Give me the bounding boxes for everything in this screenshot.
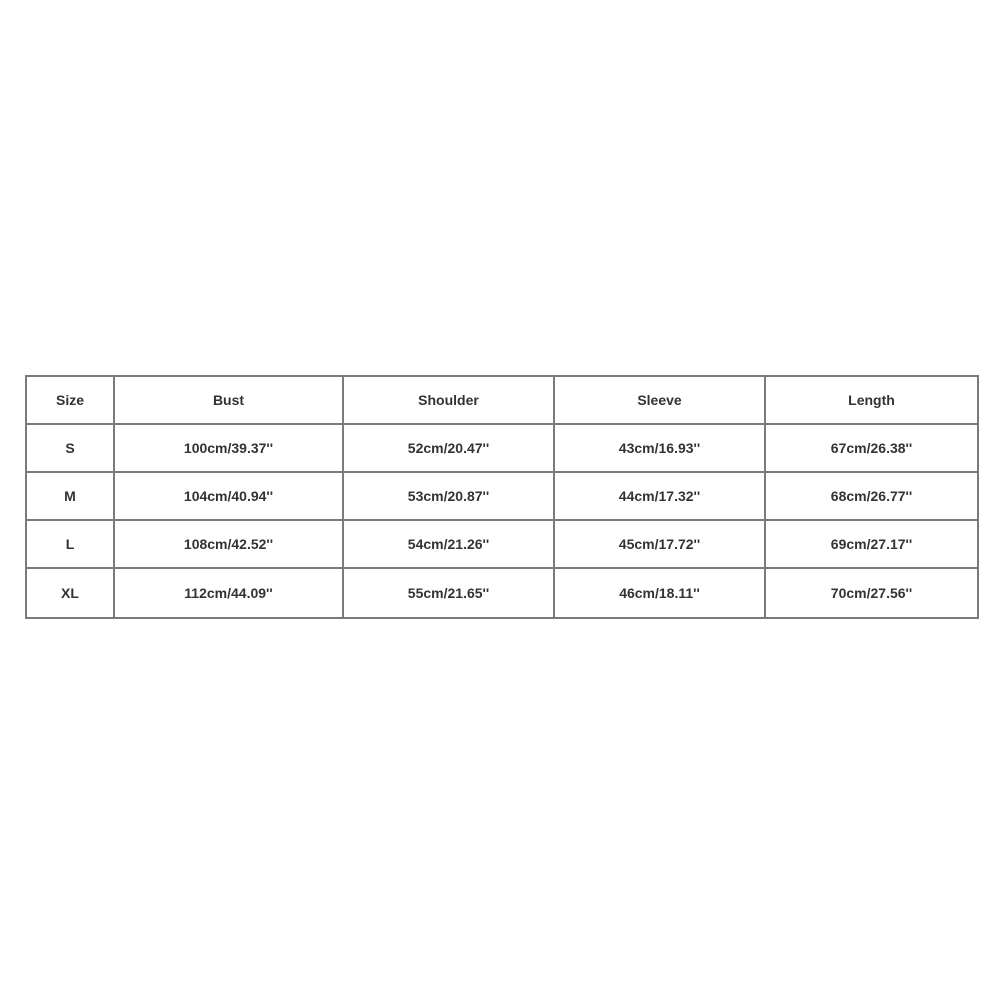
table-row bbox=[27, 425, 977, 473]
cell-size: S bbox=[27, 425, 115, 473]
cell-length: 68cm/26.77'' bbox=[766, 473, 977, 521]
cell-bust: 104cm/40.94'' bbox=[115, 473, 344, 521]
cell-sleeve: 45cm/17.72'' bbox=[555, 521, 766, 569]
cell-sleeve: 46cm/18.11'' bbox=[555, 569, 766, 617]
header-sleeve: Sleeve bbox=[555, 377, 766, 425]
header-size: Size bbox=[27, 377, 115, 425]
cell-size: XL bbox=[27, 569, 115, 617]
cell-length: 70cm/27.56'' bbox=[830, 585, 913, 601]
size-chart-body bbox=[27, 425, 977, 617]
cell-length: 69cm/27.17'' bbox=[766, 521, 977, 569]
size-chart-table bbox=[25, 375, 979, 619]
cell-size: L bbox=[27, 521, 115, 569]
table-row bbox=[27, 473, 977, 521]
header-length: Length bbox=[766, 377, 977, 425]
cell-shoulder: 55cm/21.65'' bbox=[344, 569, 555, 617]
table-row bbox=[27, 521, 977, 569]
cell-bust: 108cm/42.52'' bbox=[115, 521, 344, 569]
size-chart-header bbox=[27, 377, 977, 425]
cell-shoulder: 53cm/20.87'' bbox=[344, 473, 555, 521]
header-shoulder: Shoulder bbox=[344, 377, 555, 425]
cell-bust: 100cm/39.37'' bbox=[115, 425, 344, 473]
cell-length: 67cm/26.38'' bbox=[766, 425, 977, 473]
table-row bbox=[27, 569, 977, 617]
cell-sleeve: 44cm/17.32'' bbox=[555, 473, 766, 521]
cell-sleeve: 43cm/16.93'' bbox=[555, 425, 766, 473]
cell-size: M bbox=[27, 473, 115, 521]
header-row bbox=[27, 377, 977, 425]
cell-shoulder: 52cm/20.47'' bbox=[344, 425, 555, 473]
header-bust: Bust bbox=[115, 377, 344, 425]
cell-bust: 112cm/44.09'' bbox=[115, 569, 344, 617]
cell-shoulder: 54cm/21.26'' bbox=[344, 521, 555, 569]
